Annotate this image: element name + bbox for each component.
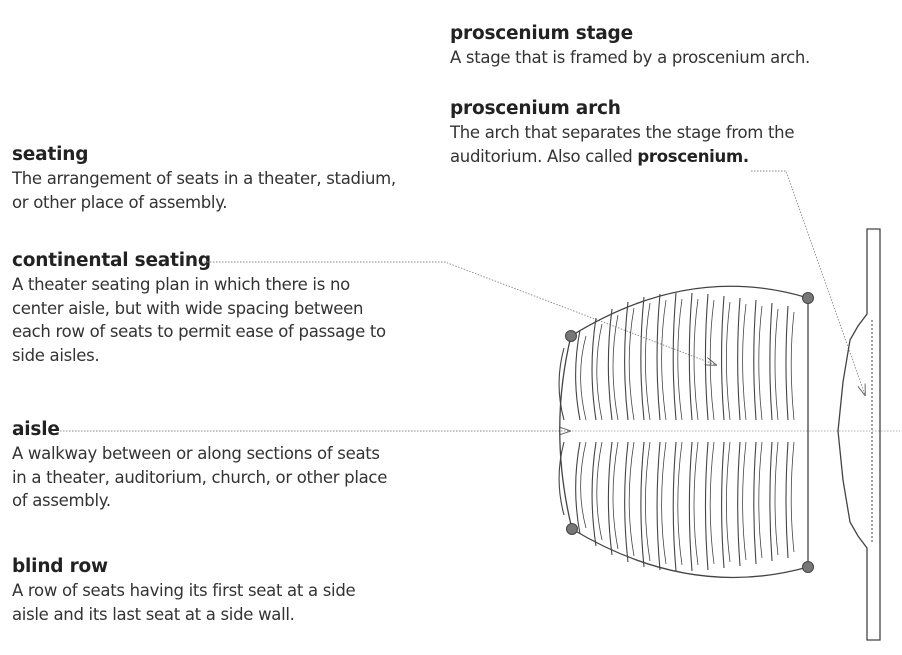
term-proscenium-stage: proscenium stage (450, 23, 633, 44)
seat-row-lower (754, 442, 756, 564)
seat-row-lower (657, 442, 660, 570)
seat-row-lower (705, 442, 708, 570)
term-aisle: aisle (12, 419, 60, 440)
post-bottom-left (567, 524, 578, 535)
seat-row-lower (576, 442, 580, 534)
seat-row-upper-edge (726, 302, 730, 420)
seat-row-upper-edge (694, 299, 698, 420)
seat-row-lower (786, 442, 788, 558)
seat-row-upper (786, 306, 788, 420)
seat-row-lower-edge (613, 442, 618, 549)
seat-row-upper (754, 300, 756, 420)
seat-row-upper-edge (710, 300, 714, 420)
seat-row-upper (738, 298, 740, 420)
seat-row-upper-edge (597, 324, 602, 420)
seat-row-lower (625, 442, 628, 562)
proscenium-stage-shape (838, 229, 880, 640)
seat-row-upper (689, 293, 692, 420)
seat-row-upper-edge (662, 300, 666, 420)
seat-row-lower-edge (759, 442, 762, 558)
seat-row-lower-edge (775, 442, 778, 555)
seat-row-upper-edge (613, 315, 618, 420)
seat-row-upper (641, 297, 644, 420)
post-bottom-right (803, 562, 814, 573)
seat-row-upper-edge (759, 306, 762, 420)
definition-proscenium-arch-text: auditorium. Also called (450, 146, 638, 166)
seat-row-lower-edge (662, 442, 666, 564)
seat-row-lower (689, 442, 692, 571)
seat-row-lower (592, 442, 596, 546)
seat-row-upper-edge (629, 308, 634, 420)
seat-row-upper-edge (775, 309, 778, 420)
seat-row-lower (770, 442, 772, 561)
seat-row-upper-edge (791, 312, 794, 420)
definition-continental-seating: A theater seating plan in which there is no center aisle, but with wide spacing between each row of seats to permit ease of passage to side aisles. (12, 275, 386, 365)
seat-row-upper-edge (743, 304, 746, 420)
seat-row-upper (770, 303, 772, 420)
definition-proscenium-stage: A stage that is framed by a proscenium arch. (450, 48, 810, 67)
definition-aisle: A walkway between or along sections of seats in a theater, auditorium, church, or other place of assembly. (12, 444, 388, 510)
seat-row-lower-edge (629, 442, 634, 556)
seat-row-upper-edge (645, 303, 650, 420)
seat-row-upper-edge (581, 336, 586, 420)
seat-row-lower (673, 442, 676, 571)
seat-row-upper-edge (678, 299, 682, 420)
seat-row-lower-edge (597, 442, 602, 540)
term-seating: seating (12, 144, 89, 165)
seat-row-upper (657, 294, 660, 420)
seat-row-upper (608, 309, 612, 420)
seat-row-lower (722, 442, 724, 568)
seat-row-lower-edge (678, 442, 682, 565)
definition-seating: The arrangement of seats in a theater, stadium, or other place of assembly. (12, 169, 396, 212)
seat-row-lower (738, 442, 740, 566)
term-proscenium-bold: proscenium. (637, 146, 749, 166)
term-proscenium-arch: proscenium arch (450, 98, 621, 119)
seat-row-upper (592, 318, 596, 420)
seating-rows (559, 286, 808, 577)
seat-row-lower-edge (726, 442, 730, 562)
seat-row-lower-edge (645, 442, 650, 561)
seat-row-lower (641, 442, 644, 567)
definition-blind-row: A row of seats having its first seat at a side aisle and its last seat at a side wall. (12, 581, 356, 624)
leader-continental-seating (204, 262, 716, 365)
seat-row-lower (608, 442, 612, 555)
seat-row-upper (576, 330, 580, 420)
seat-row-lower-edge (694, 442, 698, 565)
term-blind-row: blind row (12, 556, 108, 577)
seat-row-upper (673, 293, 676, 420)
term-continental-seating: continental seating (12, 250, 211, 271)
seat-row-upper (722, 296, 724, 420)
post-top-left (566, 331, 577, 342)
seat-row-upper (625, 302, 628, 420)
post-top-right (803, 293, 814, 304)
seat-row-lower-edge (710, 442, 714, 564)
seat-row-lower-edge (743, 442, 746, 560)
definition-proscenium-arch-line1: The arch that separates the stage from the (450, 123, 795, 142)
seat-row-upper (705, 294, 708, 420)
seat-row-lower-edge (581, 442, 586, 528)
seat-row-lower-edge (791, 442, 794, 552)
